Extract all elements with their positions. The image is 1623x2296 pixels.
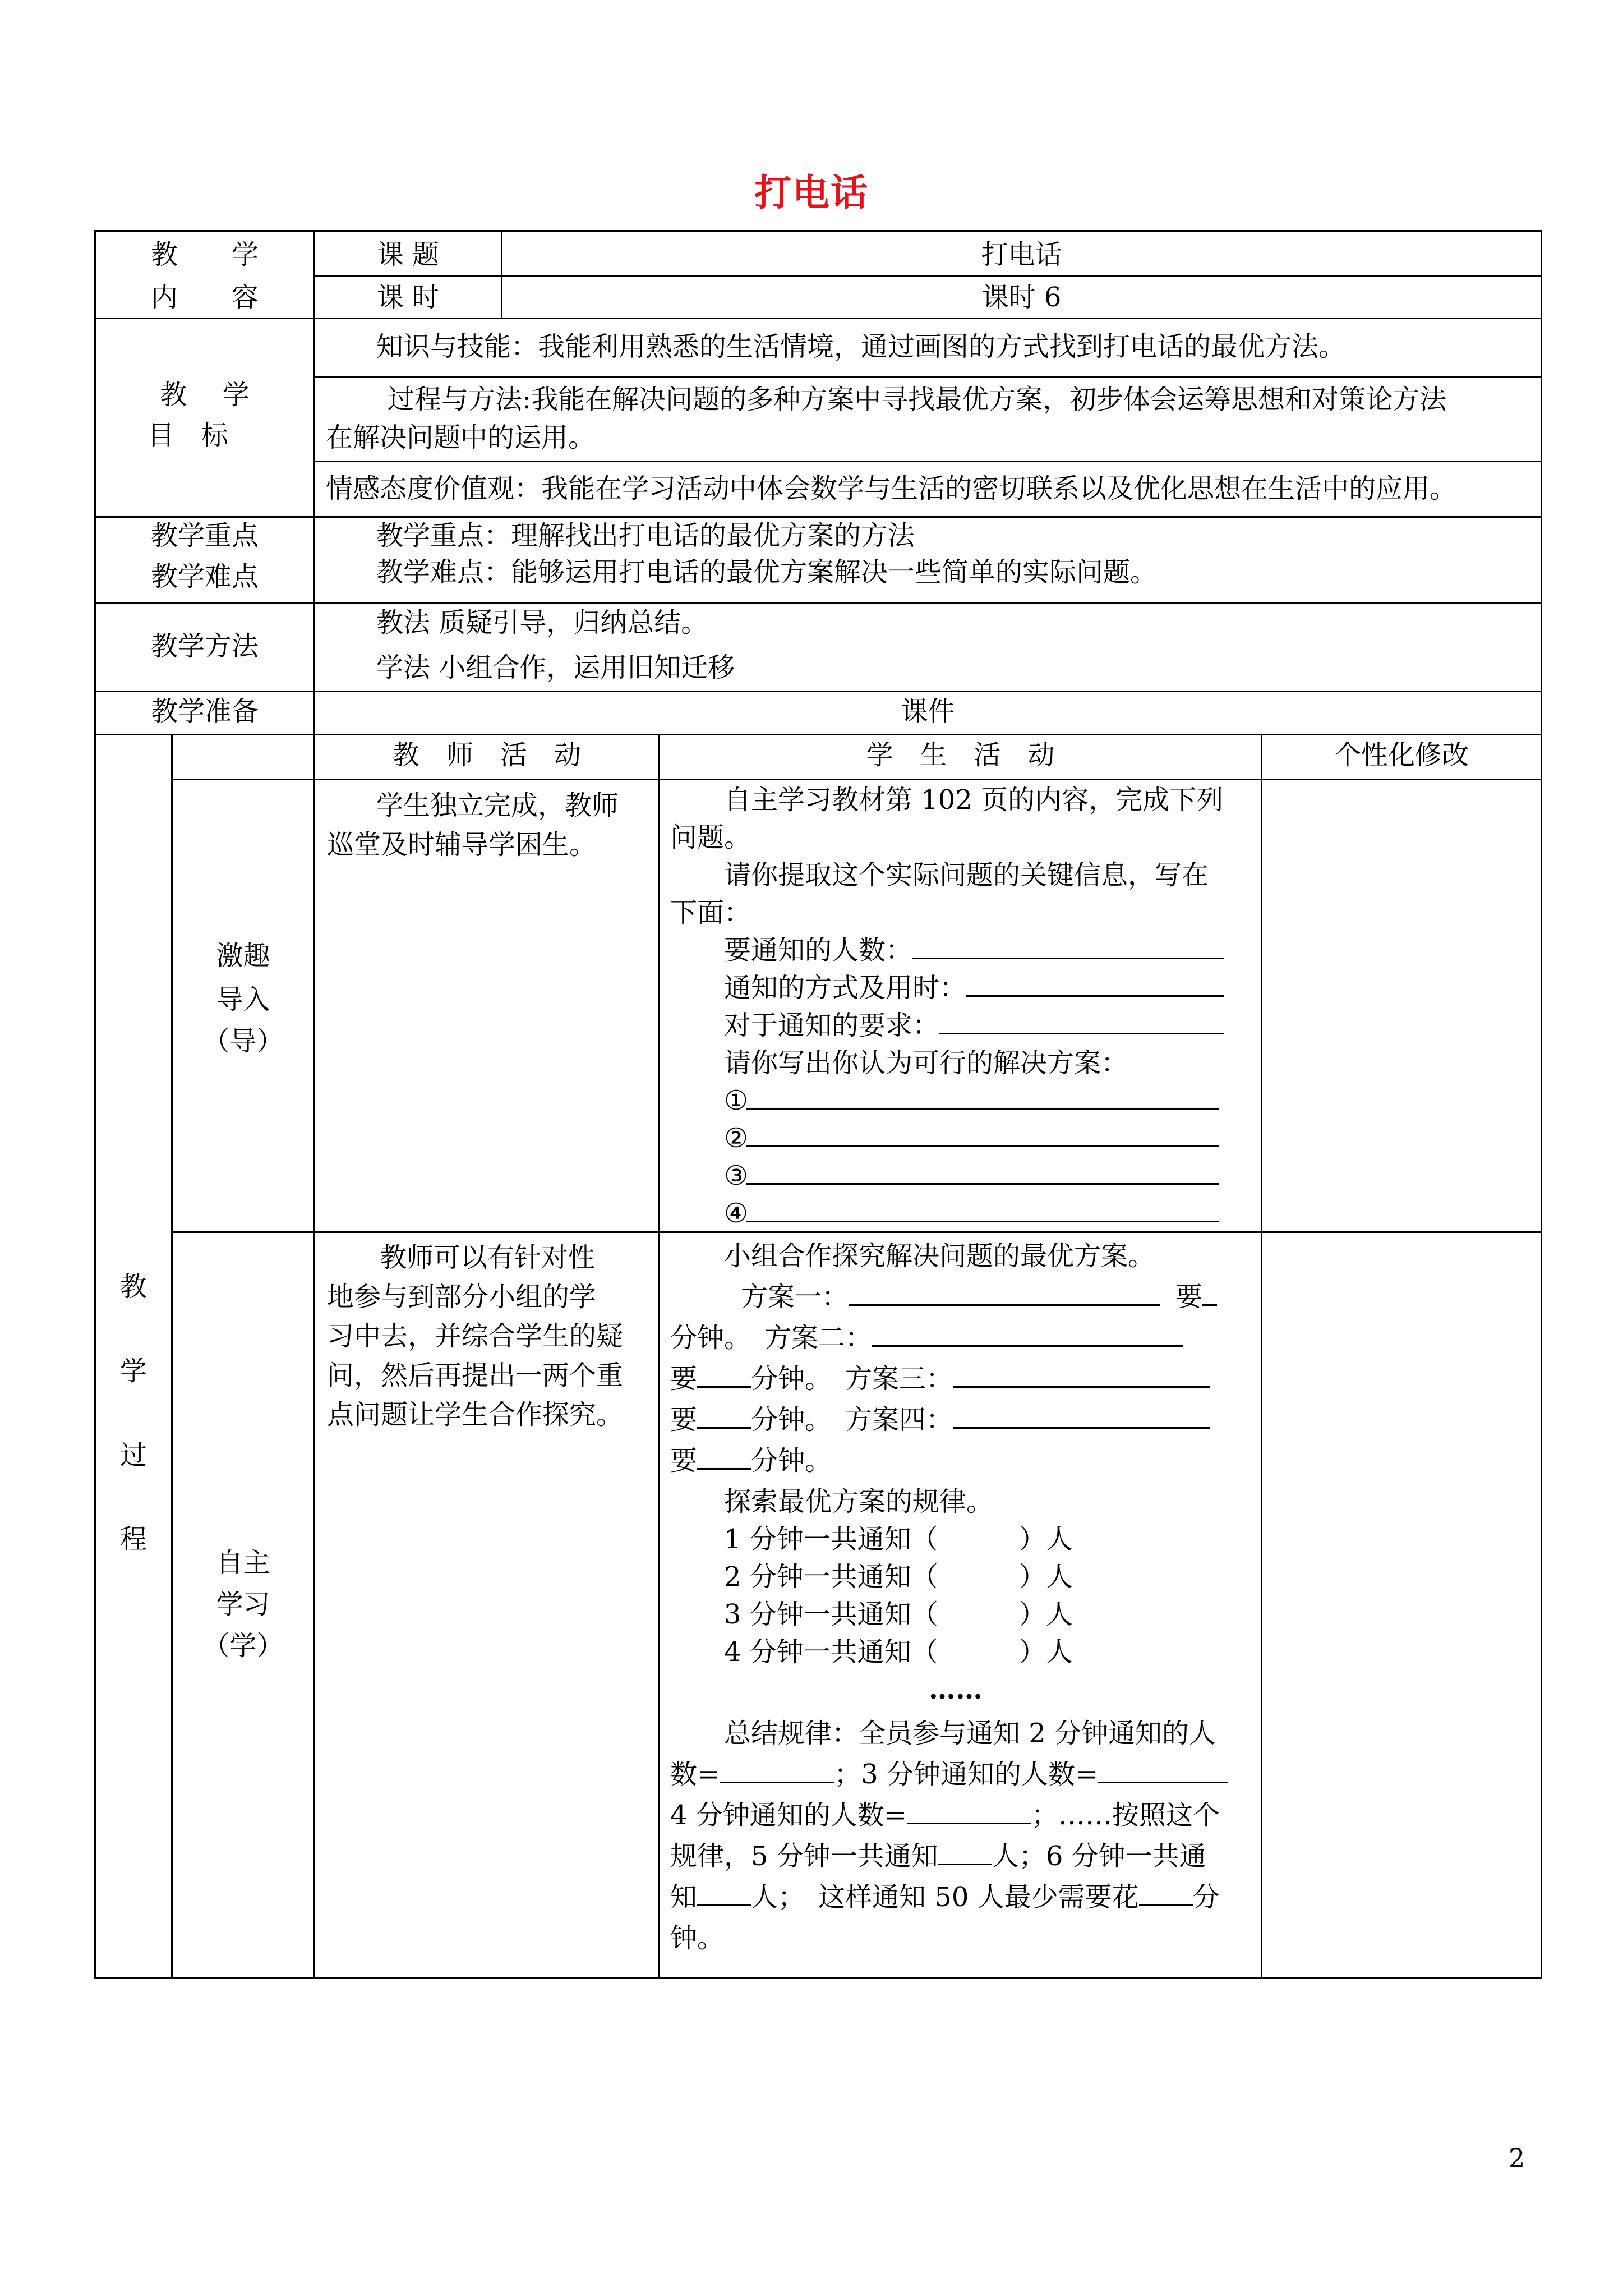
summary-text: 4 分钟通知的人数= xyxy=(670,1800,907,1831)
plan-label: 方案二： xyxy=(764,1322,873,1354)
teaching-method: 教法 质疑引导，归纳总结。 xyxy=(376,607,708,638)
key-point: 教学重点：理解找出打电话的最优方案的方法 xyxy=(376,520,915,551)
answer-blank[interactable] xyxy=(966,970,1224,997)
lesson-plan-table xyxy=(94,230,1542,1979)
plan-label: 方案三： xyxy=(845,1363,953,1395)
plan-line xyxy=(670,1442,832,1479)
summary-text: 钟。 xyxy=(670,1922,725,1954)
answer-blank[interactable] xyxy=(953,1361,1210,1388)
col-student-header: 学 生 活 动 xyxy=(866,739,1055,771)
stage1-name: 激趣 xyxy=(216,940,270,972)
divider xyxy=(171,734,173,1977)
plan-line xyxy=(670,1360,1210,1397)
stage1-text: 自主学习教材第 102 页的内容，完成下列 xyxy=(724,784,1224,816)
divider xyxy=(658,734,660,1977)
period-value: 课时 6 xyxy=(981,282,1062,313)
stage2-teacher: 教师可以有针对性 xyxy=(380,1242,596,1273)
teach-content-label: 内 容 xyxy=(150,282,259,313)
answer-blank[interactable] xyxy=(697,1880,751,1906)
minutes-label: 分钟。 xyxy=(751,1363,832,1395)
minute-count: 4 分钟一共通知（ ）人 xyxy=(724,1636,1073,1668)
need-label: 要 xyxy=(670,1404,698,1435)
option-number: ④ xyxy=(724,1198,749,1229)
answer-blank[interactable] xyxy=(697,1361,751,1388)
minutes-label: 分钟。 xyxy=(751,1404,832,1435)
stage2-teacher: 点问题让学生合作探究。 xyxy=(327,1399,624,1430)
topic-label: 课 题 xyxy=(376,239,440,270)
teach-content-label: 教 学 xyxy=(150,239,259,270)
difficulty: 教学难点：能够运用打电话的最优方案解决一些简单的实际问题。 xyxy=(376,556,1158,588)
divider xyxy=(313,376,1541,378)
plan-line xyxy=(741,1278,1217,1315)
need-label: 要 xyxy=(670,1363,698,1395)
answer-blank[interactable] xyxy=(1098,1757,1228,1783)
solution-option xyxy=(724,1120,1219,1157)
process-label: 教 xyxy=(119,1271,147,1303)
divider xyxy=(1261,734,1262,1977)
answer-blank[interactable] xyxy=(953,1402,1210,1429)
summary-line xyxy=(670,1756,1228,1793)
stage1-text: 请你写出你认为可行的解决方案： xyxy=(724,1047,1128,1079)
summary-text: 人； 这样通知 50 人最少需要花 xyxy=(751,1881,1139,1913)
answer-blank[interactable] xyxy=(907,1798,1031,1824)
stage1-field-label: 通知的方式及用时： xyxy=(724,972,967,1004)
stage1-text: 下面： xyxy=(670,897,751,928)
divider xyxy=(313,275,1541,277)
summary-line xyxy=(670,1879,1220,1916)
plan-line xyxy=(670,1319,1183,1356)
answer-blank[interactable] xyxy=(746,1196,1219,1222)
minute-count: 1 分钟一共通知（ ）人 xyxy=(724,1524,1073,1555)
goal-emotion: 情感态度价值观：我能在学习活动中体会数学与生活的密切联系以及优化思想在生活中的应用。 xyxy=(326,473,1457,504)
stage1-field-label: 要通知的人数： xyxy=(724,935,913,966)
stage2-name: 学习 xyxy=(216,1589,270,1620)
solution-option xyxy=(724,1157,1219,1194)
stage1-field xyxy=(724,969,1224,1006)
stage1-teacher: 学生独立完成，教师 xyxy=(376,790,619,821)
stage2-teacher: 习中去，并综合学生的疑 xyxy=(327,1320,624,1352)
summary-text: 知 xyxy=(670,1881,698,1913)
plan-label: 方案一： xyxy=(741,1281,849,1313)
answer-blank[interactable] xyxy=(746,1121,1219,1147)
divider xyxy=(96,318,1541,319)
answer-blank[interactable] xyxy=(720,1757,834,1783)
col-custom-header: 个性化修改 xyxy=(1334,739,1469,771)
divider xyxy=(313,232,315,1977)
answer-blank[interactable] xyxy=(872,1320,1183,1347)
summary-text: 总结规律：全员参与通知 2 分钟通知的人 xyxy=(724,1718,1216,1749)
answer-blank[interactable] xyxy=(939,1008,1224,1034)
page-number: 2 xyxy=(1509,2143,1525,2173)
learning-method: 学法 小组合作，运用旧知迁移 xyxy=(376,652,735,683)
goals-label: 目 标 xyxy=(147,420,228,451)
stage1-name: （导） xyxy=(202,1025,284,1057)
summary-text: 规律，5 分钟一共通知 xyxy=(670,1841,938,1872)
divider xyxy=(96,691,1541,692)
summary-line xyxy=(670,1797,1220,1834)
divider xyxy=(96,602,1541,604)
page-title: 打电话 xyxy=(754,171,869,214)
minutes-label: 分钟。 xyxy=(670,1322,751,1354)
ellipsis: …… xyxy=(929,1674,983,1705)
prep-label: 教学准备 xyxy=(150,696,259,727)
stage1-field xyxy=(724,932,1224,969)
need-label: 要 xyxy=(1175,1281,1203,1313)
focus-label: 教学重点 xyxy=(150,520,259,551)
divider xyxy=(171,779,1541,780)
answer-blank[interactable] xyxy=(938,1839,992,1865)
summary-text: ；……按照这个 xyxy=(1031,1800,1220,1831)
plan-label: 方案四： xyxy=(845,1404,953,1435)
answer-blank[interactable] xyxy=(1139,1880,1193,1906)
stage1-text: 问题。 xyxy=(670,822,751,853)
goals-label: 教 学 xyxy=(160,379,250,411)
goal-process-cont: 在解决问题中的运用。 xyxy=(326,422,596,453)
process-label: 学 xyxy=(119,1355,147,1387)
answer-blank[interactable] xyxy=(697,1443,751,1470)
topic-value: 打电话 xyxy=(981,239,1062,270)
divider xyxy=(313,461,1541,462)
stage2-text: 探索最优方案的规律。 xyxy=(724,1486,994,1517)
stage1-name: 导入 xyxy=(216,984,270,1015)
stage1-field-label: 对于通知的要求： xyxy=(724,1010,940,1041)
plan-line xyxy=(670,1401,1210,1438)
option-number: ③ xyxy=(724,1160,749,1191)
goal-process: 过程与方法:我能在解决问题的多种方案中寻找最优方案，初步体会运筹思想和对策论方法 xyxy=(388,384,1447,415)
answer-blank[interactable] xyxy=(746,1158,1219,1185)
solution-option xyxy=(724,1082,1219,1119)
minute-count: 2 分钟一共通知（ ）人 xyxy=(724,1561,1073,1593)
answer-blank[interactable] xyxy=(849,1280,1160,1306)
summary-text: 数= xyxy=(670,1759,720,1790)
stage2-teacher: 地参与到部分小组的学 xyxy=(327,1281,597,1313)
stage1-teacher: 巡堂及时辅导学困生。 xyxy=(327,829,597,861)
stage2-teacher: 问，然后再提出一两个重 xyxy=(327,1360,624,1391)
col-teacher-header: 教 师 活 动 xyxy=(392,739,581,771)
period-label: 课 时 xyxy=(376,282,440,313)
option-number: ② xyxy=(724,1122,749,1154)
difficulty-label: 教学难点 xyxy=(150,561,259,592)
stage1-text: 请你提取这个实际问题的关键信息，写在 xyxy=(724,859,1209,891)
prep-value: 课件 xyxy=(901,696,955,727)
minute-count: 3 分钟一共通知（ ）人 xyxy=(724,1599,1073,1630)
option-number: ① xyxy=(724,1085,749,1116)
goal-knowledge: 知识与技能：我能利用熟悉的生活情境，通过画图的方式找到打电话的最优方法。 xyxy=(376,331,1346,362)
answer-blank[interactable] xyxy=(697,1402,751,1429)
stage2-name: 自主 xyxy=(216,1547,270,1579)
answer-blank[interactable] xyxy=(746,1083,1219,1110)
divider xyxy=(96,734,1541,735)
process-label: 程 xyxy=(119,1524,147,1555)
process-label: 过 xyxy=(119,1439,147,1471)
stage2-text: 小组合作探究解决问题的最优方案。 xyxy=(724,1240,1155,1272)
stage1-field xyxy=(724,1007,1224,1044)
solution-option xyxy=(724,1195,1219,1232)
summary-text: 分 xyxy=(1192,1881,1220,1913)
summary-text: ；3 分钟通知的人数= xyxy=(834,1759,1098,1790)
answer-blank[interactable] xyxy=(912,933,1224,959)
stage2-name: （学） xyxy=(202,1630,284,1662)
summary-line xyxy=(670,1838,1206,1875)
methods-label: 教学方法 xyxy=(150,631,259,662)
summary-text: 人；6 分钟一共通 xyxy=(992,1841,1206,1872)
need-label: 要 xyxy=(670,1445,698,1476)
answer-blank[interactable] xyxy=(1202,1280,1217,1306)
minutes-label: 分钟。 xyxy=(751,1445,832,1476)
